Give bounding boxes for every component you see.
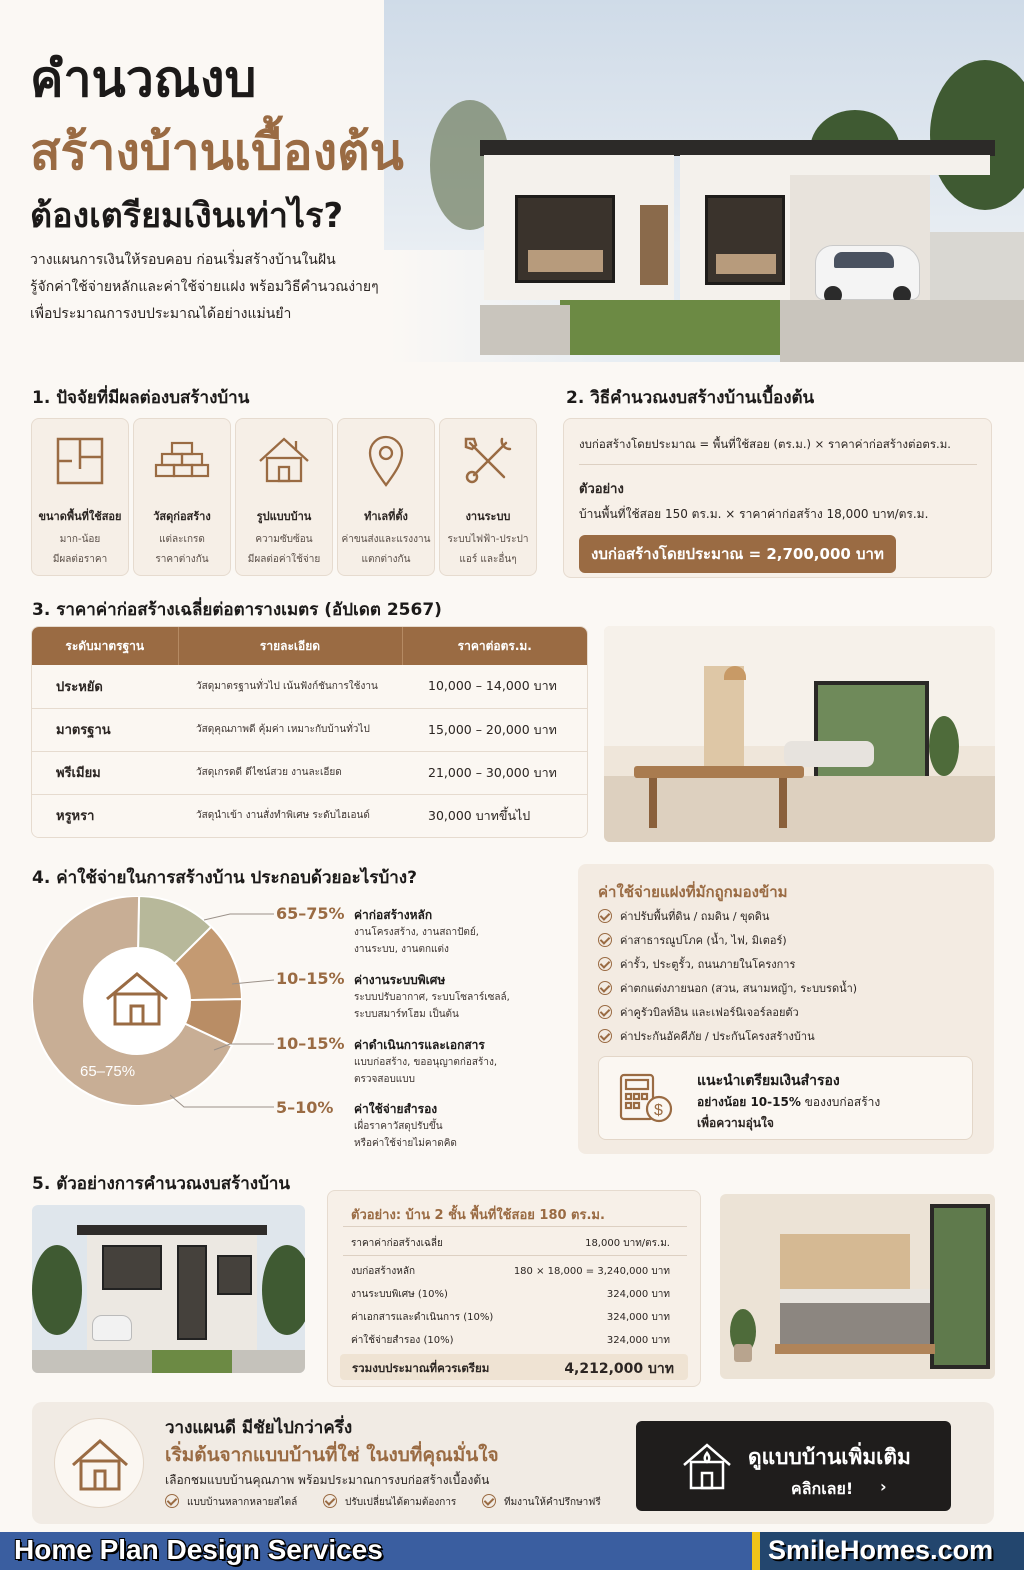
calc-card xyxy=(563,418,992,578)
check-icon xyxy=(598,909,612,923)
table-row xyxy=(32,665,587,708)
table-row xyxy=(32,708,587,751)
house-roof xyxy=(480,140,995,156)
example-row-value: 324,000 บาท xyxy=(606,1312,670,1323)
factor-title: งานระบบ xyxy=(465,510,511,523)
factor-desc: ค่าขนส่งและแรงงาน แตกต่างกัน xyxy=(341,534,431,565)
factors-title: 1. ปัจจัยที่มีผลต่องบสร้างบ้าน xyxy=(32,388,250,408)
table-cell: พรีเมียม xyxy=(32,751,178,794)
list-item: ค่าประกันอัคคีภัย / ประกันโครงสร้างบ้าน xyxy=(598,1025,857,1049)
intro-line: เพื่อประมาณการงบประมาณได้อย่างแม่นยำ xyxy=(30,306,292,322)
result-pill: งบก่อสร้างโดยประมาณ = 2,700,000 บาท xyxy=(579,535,896,573)
legend-head: ค่าใช้จ่ายสำรอง xyxy=(354,1102,438,1116)
factor-title: ทำเลที่ตั้ง xyxy=(364,510,408,523)
cta-line1: วางแผนดี มีชัยไปกว่าครึ่ง xyxy=(165,1418,353,1438)
car xyxy=(815,245,920,300)
factor-desc: มาก-น้อย มีผลต่อราคา xyxy=(52,534,108,565)
donut-pct-label: 65–75% xyxy=(80,1063,136,1080)
table-cell: มาตรฐาน xyxy=(32,708,178,751)
list-item: ค่ารั้ว, ประตูรั้ว, ถนนภายในโครงการ xyxy=(598,953,857,977)
factor-desc: ความซับซ้อน มีผลต่อค่าใช้จ่าย xyxy=(247,534,321,565)
table-cell: วัสดุเกรดดี ดีไซน์สวย งานละเอียด xyxy=(178,751,402,794)
price-table-wrap xyxy=(31,626,588,838)
floorplan-icon xyxy=(50,431,110,491)
list-item: ค่าตกแต่งภายนอก (สวน, สนามหญ้า, ระบบรดน้ำ) xyxy=(598,977,857,1001)
house-carport-beam xyxy=(680,155,990,175)
divider xyxy=(343,1226,687,1227)
example-card xyxy=(327,1190,701,1387)
hero-title-line2: สร้างบ้านเบื้องต้น xyxy=(30,123,404,181)
bedroom-photo xyxy=(720,1194,995,1379)
price-table xyxy=(32,627,587,837)
legend-pct: 10–15% xyxy=(276,969,345,988)
footer-bar xyxy=(0,1532,1024,1570)
legend-connectors xyxy=(170,900,280,1120)
hidden-costs-title: ค่าใช้จ่ายแฝงที่มักถูกมองข้าม xyxy=(598,883,788,901)
divider xyxy=(343,1255,687,1256)
table-cell: 10,000 – 14,000 บาท xyxy=(402,665,587,708)
example-row-value: 180 × 18,000 = 3,240,000 บาท xyxy=(513,1266,670,1277)
house-icon xyxy=(55,1419,145,1509)
table-cell: วัสดุนำเข้า งานสั่งทำพิเศษ ระดับไฮเอนด์ xyxy=(178,794,402,837)
legend-desc: เผื่อราคาวัสดุปรับขึ้น หรือค่าใช้จ่ายไม่คาดคิด xyxy=(354,1121,457,1149)
two-storey-house-photo xyxy=(32,1205,305,1373)
cta-feature: ทีมงานให้คำปรึกษาฟรี xyxy=(482,1491,601,1515)
tip-line3: เพื่อความอุ่นใจ xyxy=(697,1116,774,1130)
hidden-costs-card xyxy=(578,864,994,1154)
legend-desc: แบบก่อสร้าง, ขออนุญาตก่อสร้าง, ตรวจสอบแบบ xyxy=(354,1057,498,1085)
example-row-value: 324,000 บาท xyxy=(606,1289,670,1300)
legend-pct: 65–75% xyxy=(276,904,345,923)
factor-desc: ระบบไฟฟ้า-ประปา แอร์ และอื่นๆ xyxy=(447,534,529,565)
reserve-tip-box xyxy=(598,1056,973,1140)
house-window xyxy=(705,195,785,285)
hero-intro xyxy=(30,247,430,328)
list-item: ค่าสาธารณูปโภค (น้ำ, ไฟ, มิเตอร์) xyxy=(598,929,857,953)
legend-pct: 5–10% xyxy=(276,1098,334,1117)
location-pin-icon xyxy=(356,431,416,491)
house-icon xyxy=(254,431,314,491)
factor-card xyxy=(235,418,333,576)
legend-head: ค่าดำเนินการและเอกสาร xyxy=(354,1038,485,1052)
table-cell: 30,000 บาทขึ้นไป xyxy=(402,794,587,837)
table-cell: ประหยัด xyxy=(32,665,178,708)
tip-line2: อย่างน้อย 10-15% ของงบก่อสร้าง xyxy=(697,1095,881,1109)
table-cell: 15,000 – 20,000 บาท xyxy=(402,708,587,751)
hero-title-line1: คำนวณงบ xyxy=(30,50,257,108)
driveway xyxy=(780,300,1024,362)
legend-head: ค่างานระบบพิเศษ xyxy=(354,973,446,987)
example-row-value: 324,000 บาท xyxy=(606,1335,670,1346)
table-cell: 21,000 – 30,000 บาท xyxy=(402,751,587,794)
example-row-label: งบก่อสร้างหลัก xyxy=(351,1266,416,1277)
living-room-photo xyxy=(604,626,995,842)
legend-head: ค่าก่อสร้างหลัก xyxy=(354,908,433,922)
example-text: บ้านพื้นที่ใช้สอย 150 ตร.ม. × ราคาค่าก่อสร้าง 18,000 บาท/ตร.ม. xyxy=(579,507,929,521)
house-door xyxy=(640,205,668,285)
total-value: 4,212,000 บาท xyxy=(564,1361,674,1377)
table-header: รายละเอียด xyxy=(178,627,402,665)
example-row-label: ค่าใช้จ่ายสำรอง (10%) xyxy=(351,1335,454,1346)
button-title: ดูแบบบ้านเพิ่มเติม xyxy=(748,1445,911,1469)
costs-title: 4. ค่าใช้จ่ายในการสร้างบ้าน ประกอบด้วยอะไรบ้าง? xyxy=(32,868,417,888)
factor-card xyxy=(31,418,129,576)
factor-card xyxy=(439,418,537,576)
example-card-title: ตัวอย่าง: บ้าน 2 ชั้น พื้นที่ใช้สอย 180 ตร.ม. xyxy=(351,1208,605,1223)
tools-icon xyxy=(458,431,518,491)
total-row xyxy=(340,1354,688,1380)
legend-pct: 10–15% xyxy=(276,1034,345,1053)
cta-line3: เลือกชมแบบบ้านคุณภาพ พร้อมประมาณการงบก่อสร้างเบื้องต้น xyxy=(165,1473,490,1487)
table-header: ราคาต่อตร.ม. xyxy=(402,627,587,665)
example-row-label: ค่าเอกสารและดำเนินการ (10%) xyxy=(351,1312,494,1323)
hero-banner xyxy=(0,0,1024,362)
formula-text: งบก่อสร้างโดยประมาณ = พื้นที่ใช้สอย (ตร.ม.) × ราคาค่าก่อสร้างต่อตร.ม. xyxy=(579,437,951,451)
table-row xyxy=(32,751,587,794)
method-title: 2. วิธีคำนวณงบสร้างบ้านเบื้องต้น xyxy=(566,388,815,408)
walkway xyxy=(480,305,570,355)
footer-accent xyxy=(752,1532,760,1570)
hero-title-line3: ต้องเตรียมเงินเท่าไร? xyxy=(30,196,344,236)
check-icon xyxy=(165,1494,179,1508)
intro-line: รู้จักค่าใช้จ่ายหลักและค่าใช้จ่ายแฝง พร้อมวิธีคำนวณง่ายๆ xyxy=(30,279,379,295)
calculator-money-icon xyxy=(617,1071,675,1127)
table-cell: หรูหรา xyxy=(32,794,178,837)
table-header-row xyxy=(32,627,587,665)
button-sub: คลิกเลย! xyxy=(791,1479,854,1498)
legend-desc: งานโครงสร้าง, งานสถาปัตย์, งานระบบ, งานตกแต่ง xyxy=(354,927,479,955)
table-header: ระดับมาตรฐาน xyxy=(32,627,178,665)
example-row-label: งานระบบพิเศษ (10%) xyxy=(351,1289,448,1300)
house-window xyxy=(515,195,615,283)
factor-card xyxy=(337,418,435,576)
example-title: 5. ตัวอย่างการคำนวณงบสร้างบ้าน xyxy=(32,1174,291,1194)
view-more-plans-button[interactable] xyxy=(636,1421,951,1511)
factor-title: ขนาดพื้นที่ใช้สอย xyxy=(38,510,122,523)
check-icon xyxy=(323,1494,337,1508)
chevron-right-icon: › xyxy=(880,1477,887,1496)
check-icon xyxy=(482,1494,496,1508)
check-icon xyxy=(598,1029,612,1043)
prices-title: 3. ราคาค่าก่อสร้างเฉลี่ยต่อตารางเมตร (อัปเดต 2567) xyxy=(32,600,442,620)
tip-line1: แนะนำเตรียมเงินสำรอง xyxy=(697,1073,840,1089)
check-icon xyxy=(598,981,612,995)
factor-desc: แต่ละเกรด ราคาต่างกัน xyxy=(155,534,209,565)
list-item: ค่าคูรัวบิลท์อิน และเฟอร์นิเจอร์ลอยตัว xyxy=(598,1001,857,1025)
cta-feature: แบบบ้านหลากหลายสไตล์ xyxy=(165,1491,297,1515)
cta-feature: ปรับเปลี่ยนได้ตามต้องการ xyxy=(323,1491,456,1515)
fence xyxy=(930,232,1024,302)
cta-house-badge xyxy=(54,1418,144,1508)
footer-right-link[interactable]: SmileHomes.com xyxy=(768,1535,994,1565)
example-row-label: ราคาค่าก่อสร้างเฉลี่ย xyxy=(351,1238,443,1249)
factor-title: วัสดุก่อสร้าง xyxy=(153,510,211,523)
cta-line2: เริ่มต้นจากแบบบ้านที่ใช่ ในงบที่คุณมั่นใจ xyxy=(165,1444,499,1466)
factor-card xyxy=(133,418,231,576)
list-item: ค่าปรับพื้นที่ดิน / ถมดิน / ขุดดิน xyxy=(598,905,857,929)
table-row xyxy=(32,794,587,837)
bricks-icon xyxy=(152,431,212,491)
intro-line: วางแผนการเงินให้รอบคอบ ก่อนเริ่มสร้างบ้านในฝัน xyxy=(30,252,336,268)
svg-text:$: $ xyxy=(654,1102,663,1119)
table-cell: วัสดุคุณภาพดี คุ้มค่า เหมาะกับบ้านทั่วไป xyxy=(178,708,402,751)
example-row-value: 18,000 บาท/ตร.ม. xyxy=(585,1238,670,1249)
factor-title: รูปแบบบ้าน xyxy=(256,510,312,523)
check-icon xyxy=(598,933,612,947)
footer-left-text: Home Plan Design Services xyxy=(14,1534,383,1565)
legend-desc: ระบบปรับอากาศ, ระบบโซลาร์เซลล์, ระบบสมาร์ทโฮม เป็นต้น xyxy=(354,992,510,1020)
total-label: รวมงบประมาณที่ควรเตรียม xyxy=(352,1361,490,1375)
hidden-costs-list xyxy=(598,905,857,1049)
check-icon xyxy=(598,1005,612,1019)
table-cell: วัสดุมาตรฐานทั่วไป เน้นฟังก์ชันการใช้งาน xyxy=(178,665,402,708)
example-label: ตัวอย่าง xyxy=(579,482,624,497)
divider xyxy=(579,464,977,465)
check-icon xyxy=(598,957,612,971)
house-icon xyxy=(680,1439,734,1493)
